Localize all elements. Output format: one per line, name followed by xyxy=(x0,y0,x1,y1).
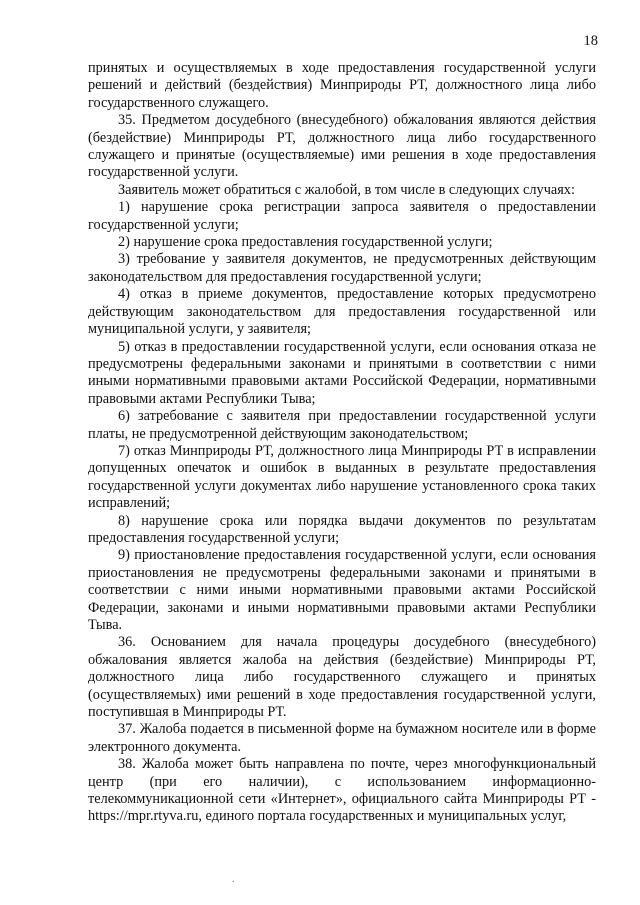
list-item-4: 4) отказ в приеме документов, предоставление которых предусмотрено действующим законодательством для предоставления государственной или муниципальной услуги, у заявителя; xyxy=(88,286,596,338)
list-item-9: 9) приостановление предоставления государственной услуги, если основания приостановления не предусмотрены федеральными законами и принятыми в соответствии с ними иными нормативными правовыми актами Российской Федерации, законами и иными нормативными правовыми актами Республики Тыва. xyxy=(88,547,596,633)
list-item-6: 6) затребование с заявителя при предоставлении государственной услуги платы, не предусмотренной действующим законодательством; xyxy=(88,408,596,442)
list-item-3: 3) требование у заявителя документов, не предусмотренных действующим законодательством для предоставления государственной услуги; xyxy=(88,251,596,285)
footer-mark: . xyxy=(232,874,235,885)
list-item-2: 2) нарушение срока предоставления государственной услуги; xyxy=(118,234,493,251)
list-item-8: 8) нарушение срока или порядка выдачи документов по результатам предоставления государственной услуги; xyxy=(88,512,596,546)
list-item-5: 5) отказ в предоставлении государственной услуги, если основания отказа не предусмотрены федеральными законами и принятыми в соответствии с ними иными нормативными правовыми актами Российской Федерации, нормативными правовыми актами Республики Тыва; xyxy=(88,338,596,407)
paragraph-complaint-cases-intro: Заявитель может обратиться с жалобой, в том числе в следующих случаях: xyxy=(118,181,575,198)
paragraph-38: 38. Жалоба может быть направлена по почте, через многофункциональный центр (при его наличии), с использованием информационно-телекоммуникационной сети «Интернет», официального сайта Минприроды РТ - https://mpr.rtyva.ru, единого портала государственных и муниципальных услуг, xyxy=(88,756,596,825)
list-item-1: 1) нарушение срока регистрации запроса заявителя о предоставлении государственной услуги; xyxy=(88,199,596,233)
list-item-7: 7) отказ Минприроды РТ, должностного лица Минприроды РТ в исправлении допущенных опечаток и ошибок в выданных в результате предоставления государственной услуги документах либо нарушение установленного срока таких исправлений; xyxy=(88,442,596,512)
document-body xyxy=(88,60,596,826)
paragraph-37: 37. Жалоба подается в письменной форме на бумажном носителе или в форме электронного документа. xyxy=(88,721,596,755)
paragraph-36: 36. Основанием для начала процедуры досудебного (внесудебного) обжалования является жалоба на действия (бездействие) Минприроды РТ, должностного лица либо государственного служащего и принятых (осуществляемых) ими решений в ходе предоставления государственной услуги, поступившая в Минприроды РТ. xyxy=(88,634,596,721)
page-number: 18 xyxy=(583,33,598,49)
paragraph-continuation: принятых и осуществляемых в ходе предоставления государственной услуги решений и действий (бездействия) Минприроды РТ, должностного лица либо государственного служащего. xyxy=(88,60,596,111)
paragraph-35: 35. Предметом досудебного (внесудебного) обжалования являются действия (бездействие) Минприроды РТ, должностного лица либо государственного служащего и принятые (осуществляемые) ими решения в ходе предоставления государственной услуги. xyxy=(88,112,596,181)
